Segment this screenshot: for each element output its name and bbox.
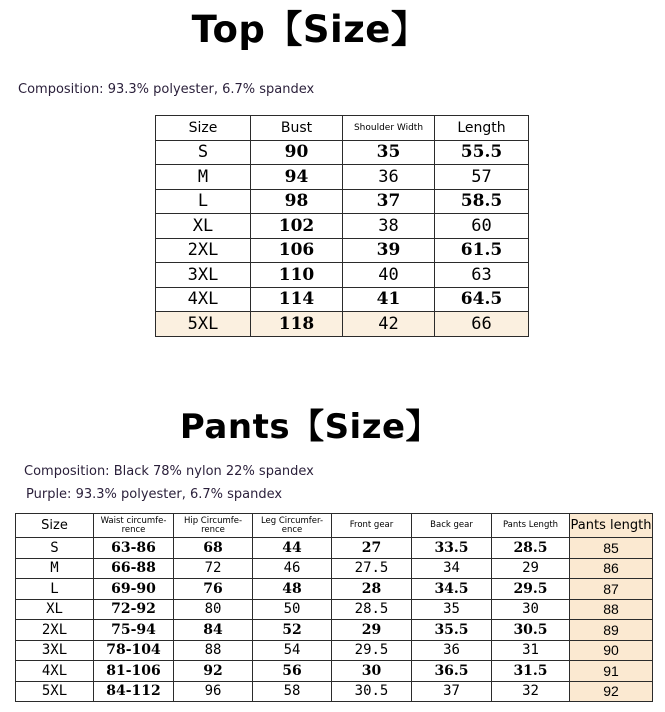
- pants-composition-black: Composition: Black 78% nylon 22% spandex: [24, 464, 314, 479]
- table-row: [156, 189, 529, 214]
- pants-cell: 48: [253, 579, 332, 600]
- top-cell-size: 2XL: [156, 238, 251, 263]
- pants-cell: 29: [492, 558, 570, 579]
- top-cell-size: 3XL: [156, 263, 251, 288]
- pants-cell: 2XL: [16, 620, 94, 641]
- pants-cell: 36.5: [412, 661, 492, 682]
- pants-cell: 27: [332, 538, 412, 559]
- top-cell-size: L: [156, 189, 251, 214]
- top-cell-length: 57: [435, 165, 529, 190]
- table-row: [16, 579, 653, 600]
- pants-cell: 72: [174, 558, 253, 579]
- pants-cell: 63-86: [94, 538, 174, 559]
- top-cell-size: M: [156, 165, 251, 190]
- pants-cell: 54: [253, 640, 332, 661]
- top-header-row: [156, 116, 529, 141]
- table-row: [16, 681, 653, 702]
- pants-header-row: [16, 514, 653, 538]
- pants-cell: 81-106: [94, 661, 174, 682]
- pants-cell: 31.5: [492, 661, 570, 682]
- pants-cell: 30.5: [332, 681, 412, 702]
- pants-cell: 27.5: [332, 558, 412, 579]
- pants-cell: 36: [412, 640, 492, 661]
- top-cell-shoulder: 41: [343, 287, 435, 312]
- pants-cell: 34: [412, 558, 492, 579]
- top-cell-size: XL: [156, 214, 251, 239]
- pants-cell: 30.5: [492, 620, 570, 641]
- pants-cell: 29.5: [492, 579, 570, 600]
- top-cell-length: 60: [435, 214, 529, 239]
- top-cell-bust: 106: [251, 238, 343, 263]
- pants-size-title: Pants【Size】: [179, 407, 441, 447]
- pants-cell: 52: [253, 620, 332, 641]
- top-cell-bust: 102: [251, 214, 343, 239]
- top-cell-size: S: [156, 140, 251, 165]
- top-header-bust: Bust: [251, 116, 343, 141]
- top-header-size: Size: [156, 116, 251, 141]
- pants-header-hip: Hip Circumfe-rence: [174, 514, 253, 538]
- table-row: [156, 140, 529, 165]
- table-row: [156, 165, 529, 190]
- table-row: [156, 312, 529, 337]
- pants-cell: 86: [570, 558, 653, 579]
- pants-cell: 56: [253, 661, 332, 682]
- pants-cell: 66-88: [94, 558, 174, 579]
- pants-cell: 88: [570, 599, 653, 620]
- pants-cell: 32: [492, 681, 570, 702]
- top-cell-length: 66: [435, 312, 529, 337]
- pants-cell: 76: [174, 579, 253, 600]
- pants-cell: 28.5: [492, 538, 570, 559]
- pants-cell: L: [16, 579, 94, 600]
- pants-cell: 28.5: [332, 599, 412, 620]
- top-cell-length: 55.5: [435, 140, 529, 165]
- top-cell-length: 63: [435, 263, 529, 288]
- pants-cell: 30: [492, 599, 570, 620]
- top-cell-size: 5XL: [156, 312, 251, 337]
- pants-cell: 29.5: [332, 640, 412, 661]
- top-cell-shoulder: 39: [343, 238, 435, 263]
- pants-cell: 30: [332, 661, 412, 682]
- pants-cell: 29: [332, 620, 412, 641]
- top-composition: Composition: 93.3% polyester, 6.7% spandex: [18, 82, 315, 97]
- top-cell-shoulder: 35: [343, 140, 435, 165]
- pants-cell: 90: [570, 640, 653, 661]
- pants-cell: 69-90: [94, 579, 174, 600]
- table-row: [16, 599, 653, 620]
- top-cell-shoulder: 38: [343, 214, 435, 239]
- table-row: [16, 661, 653, 682]
- top-cell-bust: 98: [251, 189, 343, 214]
- pants-cell: 91: [570, 661, 653, 682]
- pants-cell: 88: [174, 640, 253, 661]
- table-row: [16, 640, 653, 661]
- top-cell-shoulder: 40: [343, 263, 435, 288]
- pants-cell: S: [16, 538, 94, 559]
- pants-cell: 33.5: [412, 538, 492, 559]
- top-cell-length: 58.5: [435, 189, 529, 214]
- pants-cell: 68: [174, 538, 253, 559]
- pants-cell: 31: [492, 640, 570, 661]
- pants-header-front-gear: Front gear: [332, 514, 412, 538]
- pants-cell: 4XL: [16, 661, 94, 682]
- table-row: [156, 263, 529, 288]
- pants-header-waist: Waist circumfe-rence: [94, 514, 174, 538]
- pants-cell: 84-112: [94, 681, 174, 702]
- pants-cell: 28: [332, 579, 412, 600]
- pants-header-pants-length: Pants length: [570, 514, 653, 538]
- pants-header-leg: Leg Circumfer-ence: [253, 514, 332, 538]
- pants-cell: 92: [570, 681, 653, 702]
- top-size-table: [155, 115, 529, 337]
- top-cell-length: 61.5: [435, 238, 529, 263]
- pants-cell: 96: [174, 681, 253, 702]
- top-size-title: Top【Size】: [191, 8, 429, 51]
- pants-cell: 35: [412, 599, 492, 620]
- pants-cell: 58: [253, 681, 332, 702]
- top-header-length: Length: [435, 116, 529, 141]
- pants-cell: 80: [174, 599, 253, 620]
- pants-cell: 92: [174, 661, 253, 682]
- pants-cell: 5XL: [16, 681, 94, 702]
- top-cell-bust: 118: [251, 312, 343, 337]
- pants-header-back-gear: Back gear: [412, 514, 492, 538]
- top-cell-size: 4XL: [156, 287, 251, 312]
- pants-cell: 75-94: [94, 620, 174, 641]
- table-row: [16, 620, 653, 641]
- pants-cell: 78-104: [94, 640, 174, 661]
- top-cell-shoulder: 37: [343, 189, 435, 214]
- top-cell-bust: 114: [251, 287, 343, 312]
- pants-cell: 89: [570, 620, 653, 641]
- pants-cell: 3XL: [16, 640, 94, 661]
- pants-cell: 44: [253, 538, 332, 559]
- pants-composition-purple: Purple: 93.3% polyester, 6.7% spandex: [26, 487, 283, 502]
- top-cell-shoulder: 36: [343, 165, 435, 190]
- pants-size-table: [15, 513, 653, 702]
- pants-cell: 85: [570, 538, 653, 559]
- top-cell-length: 64.5: [435, 287, 529, 312]
- pants-cell: 72-92: [94, 599, 174, 620]
- top-cell-bust: 110: [251, 263, 343, 288]
- pants-cell: 50: [253, 599, 332, 620]
- table-row: [16, 558, 653, 579]
- table-row: [156, 238, 529, 263]
- top-header-shoulder: Shoulder Width: [343, 116, 435, 141]
- pants-cell: M: [16, 558, 94, 579]
- pants-cell: 84: [174, 620, 253, 641]
- top-cell-bust: 94: [251, 165, 343, 190]
- pants-cell: 35.5: [412, 620, 492, 641]
- top-cell-shoulder: 42: [343, 312, 435, 337]
- pants-cell: 34.5: [412, 579, 492, 600]
- table-row: [156, 214, 529, 239]
- pants-cell: 37: [412, 681, 492, 702]
- top-cell-bust: 90: [251, 140, 343, 165]
- table-row: [156, 287, 529, 312]
- pants-cell: 46: [253, 558, 332, 579]
- pants-cell: 87: [570, 579, 653, 600]
- pants-header-size: Size: [16, 514, 94, 538]
- pants-header-pants-length-cm: Pants Length: [492, 514, 570, 538]
- table-row: [16, 538, 653, 559]
- pants-cell: XL: [16, 599, 94, 620]
